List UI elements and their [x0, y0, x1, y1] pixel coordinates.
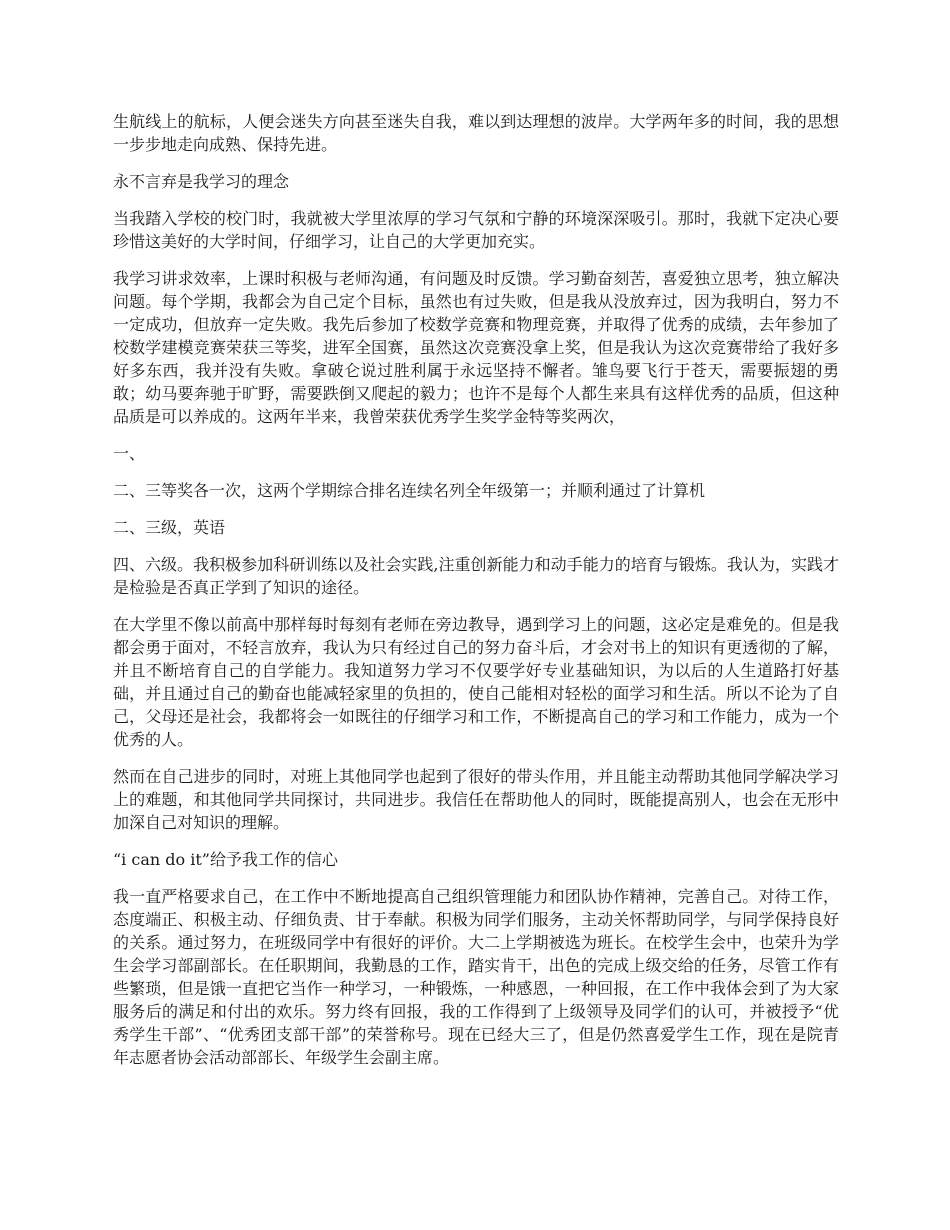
paragraph-practice: 四、六级。我积极参加科研训练以及社会实践,注重创新能力和动手能力的培育与锻炼。我认为，实践才是检验是否真正学到了知识的途径。 — [113, 555, 839, 597]
paragraph-fragment-2: 二、三等奖各一次，这两个学期综合排名连续名列全年级第一；并顺利通过了计算机 — [113, 481, 706, 500]
paragraph-self-study: 在大学里不像以前高中那样每时每刻有老师在旁边教导，遇到学习上的问题，这必定是难免的。但是我都会勇于面对，不轻言放弃，我认为只有经过自己的努力奋斗后，才会对书上的知识有更透彻的了解，并且不断培育自己的自学能力。我知道努力学习不仅要学好专业基础知识，为以后的人生道路打好基础，并且通过自己的勤奋也能减轻家里的负担的，使自己能相对轻松的面学习和生活。所以不论为了自己，父母还是社会，我都将会一如既往的仔细学习和工作，不断提高自己的学习和工作能力，成为一个优秀的人。 — [113, 615, 839, 749]
paragraph-helping-others: 然而在自己进步的同时，对班上其他同学也起到了很好的带头作用，并且能主动帮助其他同学解决学习上的难题，和其他同学共同探讨，共同进步。我信任在帮助他人的同时，既能提高别人，也会在无形中加深自己对知识的理解。 — [113, 767, 839, 832]
paragraph-entering-school: 当我踏入学校的校门时，我就被大学里浓厚的学习气氛和宁静的环境深深吸引。那时，我就下定决心要珍惜这美好的大学时间，仔细学习，让自己的大学更加充实。 — [113, 209, 839, 251]
section-heading-work: “i can do it”给予我工作的信心 — [113, 850, 338, 869]
paragraph-study-efficiency: 我学习讲求效率，上课时积极与老师沟通，有问题及时反馈。学习勤奋刻苦，喜爱独立思考，独立解决问题。每个学期，我都会为自己定个目标，虽然也有过失败，但是我从没放弃过，因为我明白，努力不一定成功，但放弃一定失败。我先后参加了校数学竞赛和物理竞赛，并取得了优秀的成绩，去年参加了校数学建模竞赛荣获三等奖，进军全国赛，虽然这次竞赛没拿上奖，但是我认为这次竞赛带给了我好多好多东西，我并没有失败。拿破仑说过胜利属于永远坚持不懈者。雏鸟要飞行于苍天，需要振翅的勇敢；幼马要奔驰于旷野，需要跌倒又爬起的毅力；也许不是每个人都生来具有这样优秀的品质，但这种品质是可以养成的。这两年半来，我曾荣获优秀学生奖学金特等奖两次， — [113, 269, 839, 426]
paragraph-fragment-3: 二、三级，英语 — [113, 518, 226, 537]
paragraph-fragment-1: 一、 — [113, 444, 146, 463]
section-heading-study: 永不言弃是我学习的理念 — [113, 172, 290, 191]
document-body — [113, 110, 839, 1083]
paragraph-work-experience: 我一直严格要求自己，在工作中不断地提高自己组织管理能力和团队协作精神，完善自己。对待工作，态度端正、积极主动、仔细负责、甘于奉献。积极为同学们服务，主动关怀帮助同学，与同学保持良好的关系。通过努力，在班级同学中有很好的评价。大二上学期被选为班长。在校学生会中，也荣升为学生会学习部副部长。在任职期间，我勤恳的工作，踏实肯干，出色的完成上级交给的任务，尽管工作有些繁琐，但是饿一直把它当作一种学习，一种锻炼，一种感恩，一种回报，在工作中我体会到了为大家服务后的满足和付出的欢乐。努力终有回报，我的工作得到了上级领导及同学们的认可，并被授予“优秀学生干部”、“优秀团支部干部”的荣誉称号。现在已经大三了，但是仍然喜爱学生工作，现在是院青年志愿者协会活动部部长、年级学生会副主席。 — [113, 887, 839, 1067]
paragraph-intro-continuation: 生航线上的航标，人便会迷失方向甚至迷失自我，难以到达理想的波岸。大学两年多的时间，我的思想一步步地走向成熟、保持先进。 — [113, 112, 839, 154]
